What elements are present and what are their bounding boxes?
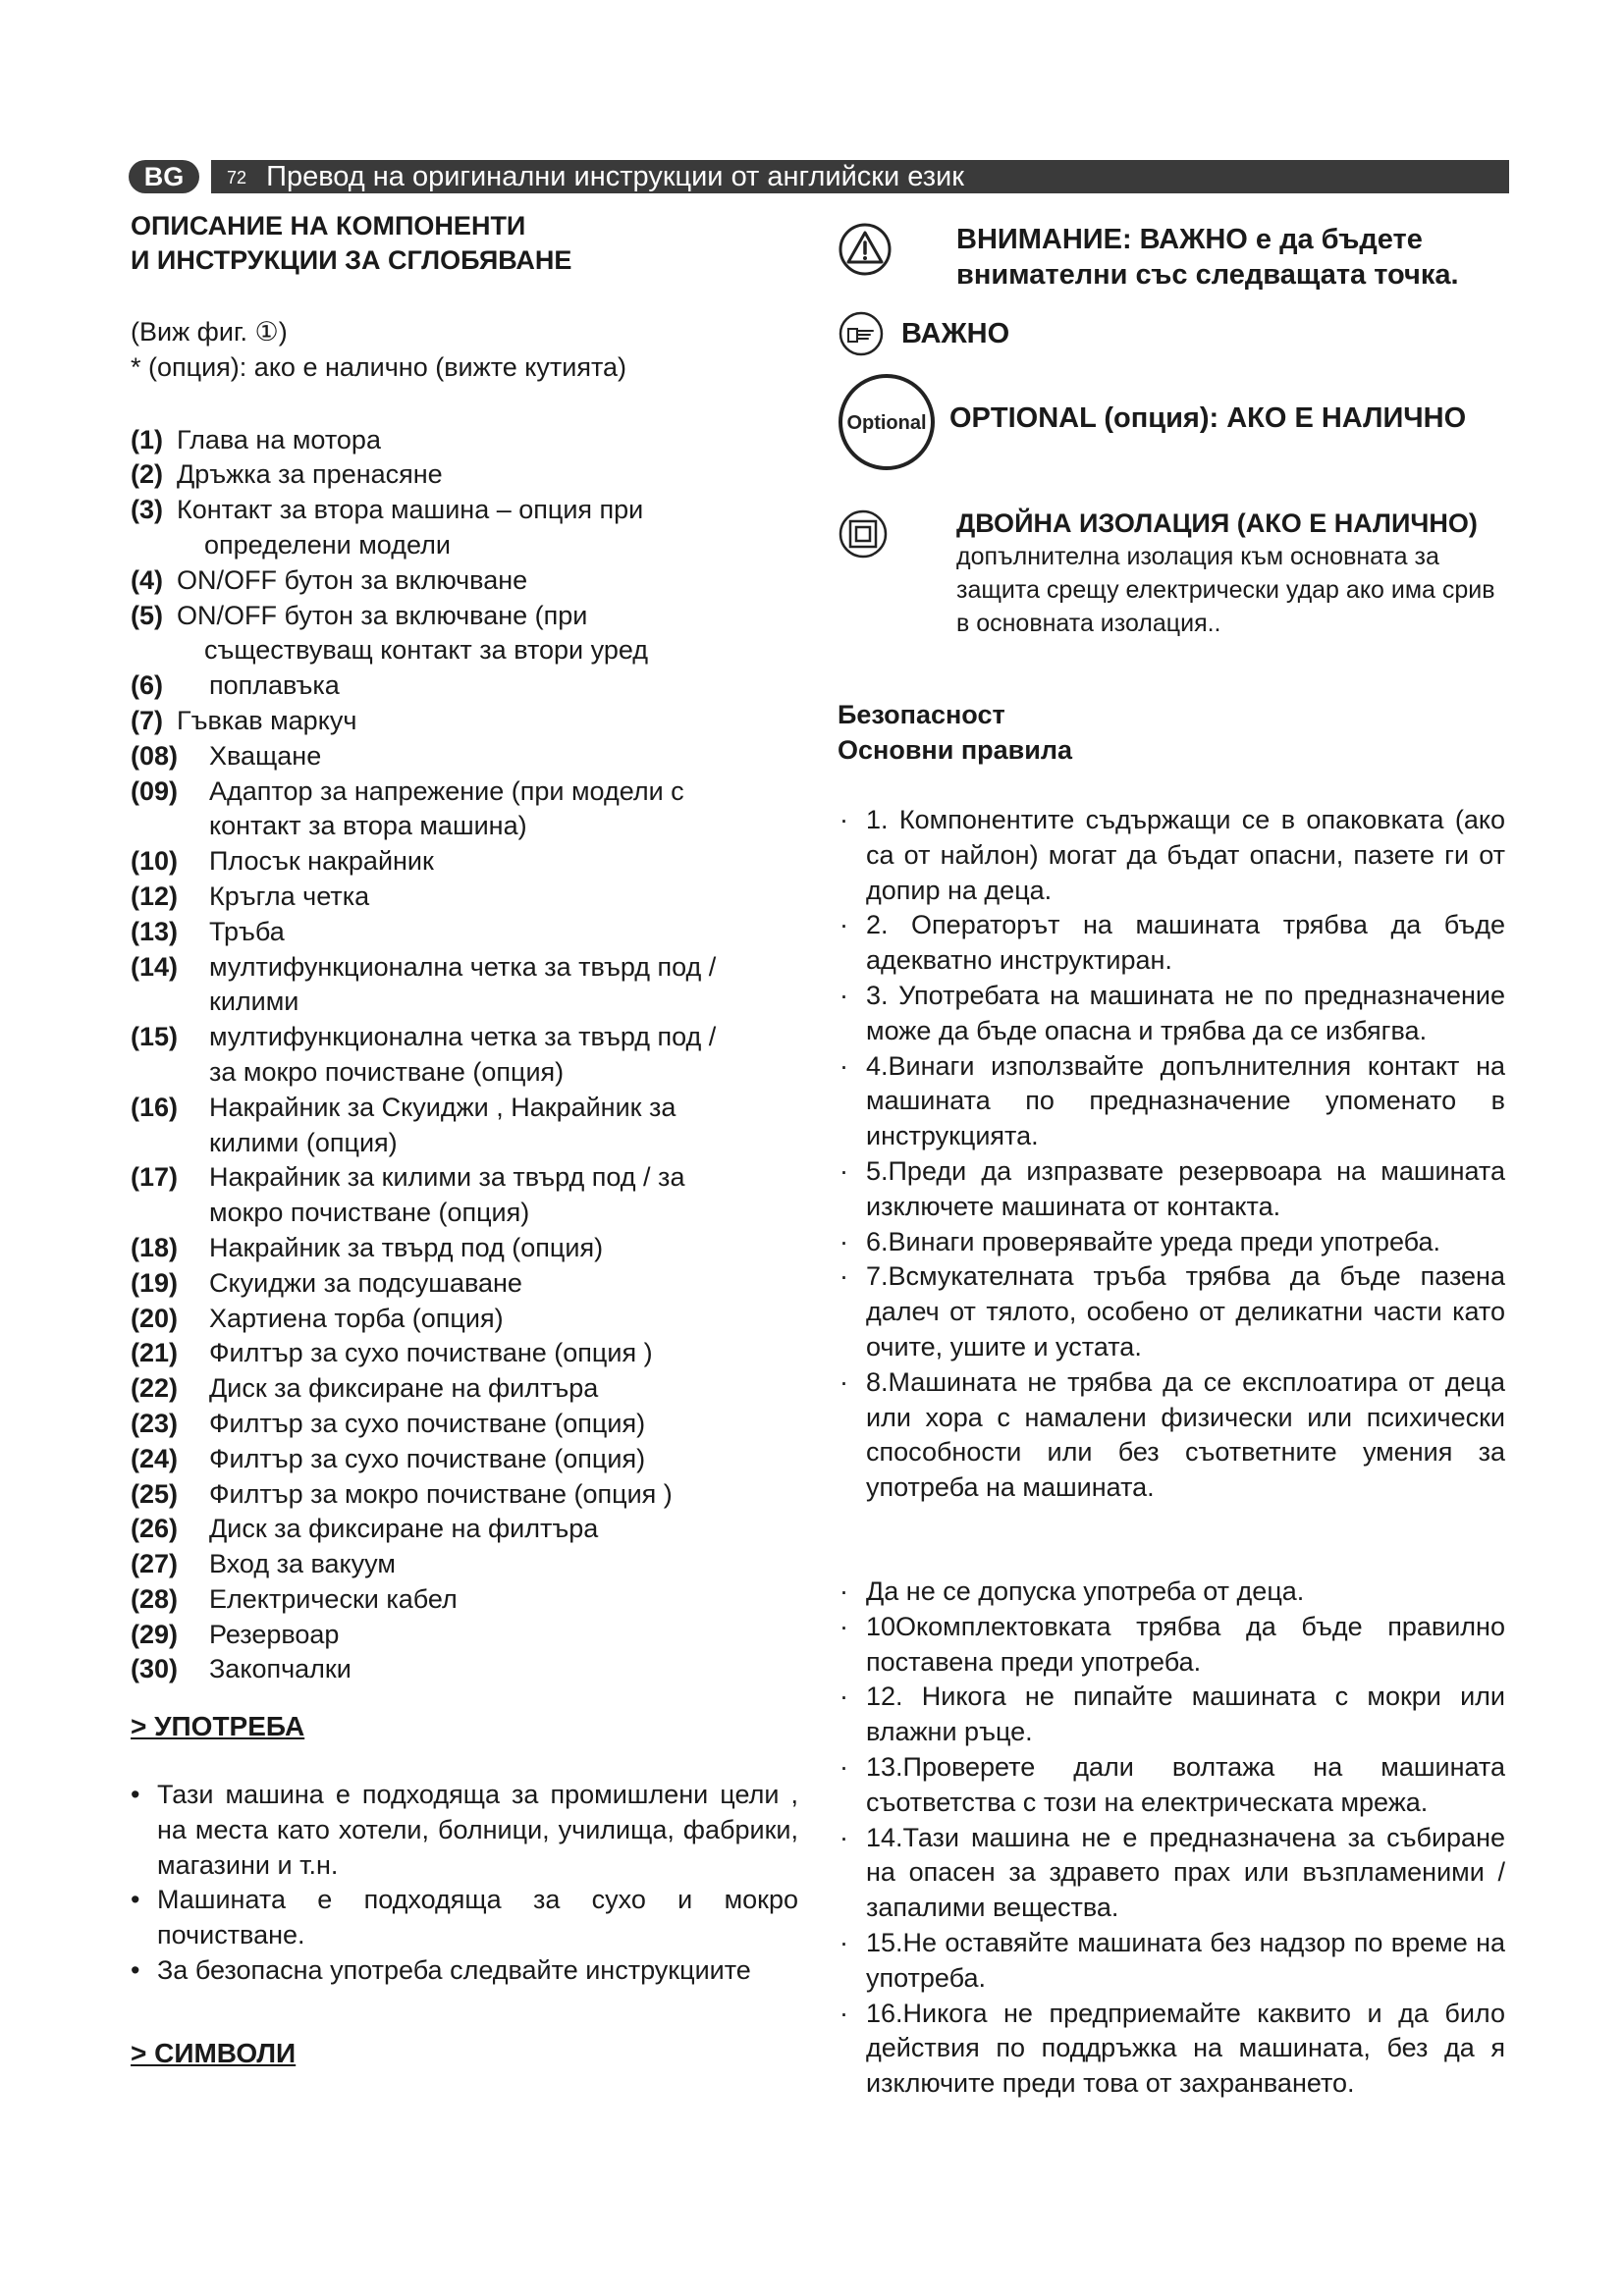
part-text: Филтър за мокро почистване (опция ) xyxy=(209,1478,673,1509)
header-bar xyxy=(211,160,1509,193)
part-text: мултифункционална четка за твърд под / xyxy=(209,951,717,982)
part-text: Филтър за сухо почистване (опция) xyxy=(209,1443,646,1473)
part-text: Диск за фиксиране на филтъра xyxy=(209,1373,599,1404)
warning-text xyxy=(956,222,1505,293)
part-item xyxy=(131,1477,798,1513)
part-number: (21) xyxy=(131,1338,179,1368)
part-number: (30) xyxy=(131,1654,179,1684)
part-text: ON/OFF бутон за включване (при xyxy=(177,600,588,630)
safety-rule: · 16.Никога не предприемайте каквито и да било действия по поддръжка на машината, без да я изключите преди това от захранването. xyxy=(838,1997,1505,2102)
safety-title-line: Безопасност xyxy=(838,700,1005,729)
part-item xyxy=(131,950,798,1021)
part-number: (26) xyxy=(131,1514,179,1544)
part-text: Гъвкав маркуч xyxy=(177,705,357,735)
part-item xyxy=(131,1547,798,1582)
safety-rule: · 2. Операторът на машината трябва да бъде адекватно инструктиран. xyxy=(838,908,1505,979)
usage-item: • Машината е подходяща за сухо и мокро почистване. xyxy=(131,1883,798,1953)
safety-rule: · Да не се допуска употреба от деца. xyxy=(838,1575,1505,1610)
part-text: Скуиджи за подсушаване xyxy=(209,1267,522,1298)
part-item xyxy=(131,1618,798,1653)
part-text-continued: определени модели xyxy=(204,529,451,560)
symbols-heading: > СИМВОЛИ xyxy=(131,2037,297,2068)
optional-text: OPTIONAL (опция): АКО Е НАЛИЧНО xyxy=(949,402,1467,434)
part-number: (25) xyxy=(131,1478,179,1509)
section-title-line: ОПИСАНИЕ НА КОМПОНЕНТИ xyxy=(131,211,526,240)
part-item xyxy=(131,1442,798,1477)
usage-item: • Тази машина е подходяща за промишлени цели , на места като хотели, болници, училища, фабрики, магазини и т.н. xyxy=(131,1778,798,1883)
usage-item: • За безопасна употреба следвайте инструкциите xyxy=(131,1953,798,1989)
part-text: Контакт за втора машина – опция при xyxy=(177,495,644,525)
warning-symbol-row xyxy=(838,222,1505,302)
part-number: (16) xyxy=(131,1092,179,1122)
part-item xyxy=(131,1266,798,1302)
part-item xyxy=(131,1020,798,1091)
part-number: (24) xyxy=(131,1443,179,1473)
double-insulation-description: допълнителна изолация към основната за защита срещу електрически удар ако има срив в основната изолация.. xyxy=(956,543,1495,637)
safety-rule: · 7.Всмукателната тръба трябва да бъде пазена далеч от тялото, особено от деликатни части като очите, ушите и устата. xyxy=(838,1259,1505,1364)
safety-rule: · 1. Компонентите съдържащи се в опаковката (ако са от найлон) могат да бъдат опасни, пазете ги от допир на деца. xyxy=(838,803,1505,908)
part-text-continued: килими xyxy=(209,987,299,1017)
part-text: Накрайник за твърд под (опция) xyxy=(209,1232,604,1262)
part-item xyxy=(131,704,798,739)
safety-rule: · 6.Винаги проверявайте уреда преди употреба. xyxy=(838,1225,1505,1260)
safety-rule: · 8.Машината не трябва да се експлоатира от деца или хора с намалени физически или психически способности или без съответните умения за употреба на машината. xyxy=(838,1365,1505,1506)
part-text: ON/OFF бутон за включване xyxy=(177,564,528,595)
language-badge: BG xyxy=(129,160,199,193)
part-number: (18) xyxy=(131,1232,179,1262)
part-text: Кръгла четка xyxy=(209,881,370,911)
part-item xyxy=(131,1091,798,1161)
part-item xyxy=(131,668,798,704)
page-number: 72 xyxy=(227,168,247,187)
part-text: Филтър за сухо почистване (опция ) xyxy=(209,1338,653,1368)
section-title-line: И ИНСТРУКЦИИ ЗА СГЛОБЯВАНЕ xyxy=(131,245,572,275)
part-text: Адаптор за напрежение (при модели с xyxy=(209,775,684,806)
part-item xyxy=(131,423,798,458)
part-text-continued: контакт за втора машина) xyxy=(209,811,527,841)
part-number: (4) xyxy=(131,564,163,595)
part-text: Електрически кабел xyxy=(209,1583,458,1614)
usage-heading: > УПОТРЕБА xyxy=(131,1711,305,1742)
safety-rules-list-continued xyxy=(838,1575,1505,2102)
part-text: Накрайник за Скуиджи , Накрайник за xyxy=(209,1092,677,1122)
part-text: Глава на мотора xyxy=(177,424,381,454)
safety-rule: · 15.Не оставяйте машината без надзор по време на употреба. xyxy=(838,1926,1505,1997)
part-item xyxy=(131,599,798,669)
part-text: поплавъка xyxy=(209,670,340,701)
part-item xyxy=(131,1160,798,1231)
page-header xyxy=(129,160,1509,193)
safety-rules-list xyxy=(838,803,1505,1506)
part-number: (22) xyxy=(131,1373,179,1404)
part-number: (19) xyxy=(131,1267,179,1298)
part-text: Плосък накрайник xyxy=(209,846,434,877)
part-item xyxy=(131,739,798,774)
safety-rule: · 13.Проверете дали волтажа на машината съответства с този на електрическата мрежа. xyxy=(838,1750,1505,1821)
part-text: мултифункционална четка за твърд под / xyxy=(209,1022,717,1052)
section-title xyxy=(131,209,798,278)
part-text: Хващане xyxy=(209,740,322,771)
optional-badge-icon xyxy=(838,373,936,471)
see-figure-note: (Виж фиг. ①) xyxy=(131,317,288,347)
safety-rule: · 5.Преди да изпразвате резервоара на машината изключете машината от контакта. xyxy=(838,1154,1505,1225)
double-insulation-title: ДВОЙНА ИЗОЛАЦИЯ (АКО Е НАЛИЧНО) xyxy=(956,508,1478,538)
part-number: (2) xyxy=(131,459,163,490)
part-item xyxy=(131,493,798,563)
part-text-continued: за мокро почистване (опция) xyxy=(209,1056,565,1087)
header-title: Превод на оригинални инструкции от английски език xyxy=(266,161,964,192)
safety-rule: · 10Окомплектовката трябва да бъде правилно поставена преди употреба. xyxy=(838,1610,1505,1681)
safety-title xyxy=(838,697,1505,768)
part-text: Диск за фиксиране на филтъра xyxy=(209,1514,599,1544)
part-item xyxy=(131,1302,798,1337)
part-text: Закопчалки xyxy=(209,1654,352,1684)
part-text: Дръжка за пренасяне xyxy=(177,459,443,490)
part-number: (12) xyxy=(131,881,179,911)
pointing-hand-icon xyxy=(838,310,885,357)
part-item xyxy=(131,774,798,845)
part-number: (17) xyxy=(131,1162,179,1193)
part-number: (29) xyxy=(131,1619,179,1649)
safety-rule: · 12. Никога не пипайте машината с мокри или влажни ръце. xyxy=(838,1680,1505,1750)
part-number: (27) xyxy=(131,1549,179,1579)
part-text: Хартиена торба (опция) xyxy=(209,1303,504,1333)
parts-list xyxy=(131,423,798,1688)
part-item xyxy=(131,1336,798,1371)
part-number: (23) xyxy=(131,1408,179,1438)
optional-badge-label: Optional xyxy=(846,412,927,434)
part-number: (08) xyxy=(131,740,179,771)
important-text: ВАЖНО xyxy=(901,318,1010,349)
part-item xyxy=(131,1512,798,1547)
part-number: (20) xyxy=(131,1303,179,1333)
part-item xyxy=(131,1652,798,1687)
warning-triangle-icon xyxy=(838,222,893,277)
part-text: Резервоар xyxy=(209,1619,340,1649)
part-text-continued: съществуващ контакт за втори уред xyxy=(204,635,649,666)
left-column xyxy=(131,209,798,2071)
part-item xyxy=(131,563,798,599)
safety-rule: · 3. Употребата на машината не по предназначение може да бъде опасна и трябва да се избягва. xyxy=(838,979,1505,1049)
part-text: Тръба xyxy=(209,916,285,946)
part-number: (10) xyxy=(131,846,179,877)
usage-list xyxy=(131,1778,798,1989)
warning-text-line: ВНИМАНИЕ: ВАЖНО е да бъдете xyxy=(956,224,1423,255)
part-item xyxy=(131,1582,798,1618)
part-number: (3) xyxy=(131,495,163,525)
right-column xyxy=(838,222,1505,2102)
warning-text-line: внимателни със следващата точка. xyxy=(956,259,1459,291)
part-number: (14) xyxy=(131,951,179,982)
part-number: (09) xyxy=(131,775,179,806)
part-text-continued: мокро почистване (опция) xyxy=(209,1198,530,1228)
part-number: (7) xyxy=(131,705,163,735)
double-insulation-icon xyxy=(838,508,889,560)
part-text-continued: килими (опция) xyxy=(209,1127,398,1157)
safety-rule: · 4.Винаги използвайте допълнителния контакт на машината по предназначение упоменато в инструкцията. xyxy=(838,1049,1505,1154)
part-item xyxy=(131,1371,798,1407)
part-item xyxy=(131,844,798,880)
optional-symbol-row xyxy=(838,373,1505,481)
part-number: (6) xyxy=(131,670,163,701)
part-text: Накрайник за килими за твърд под / за xyxy=(209,1162,685,1193)
part-text: Вход за вакуум xyxy=(209,1549,396,1579)
important-symbol-row xyxy=(838,312,1505,361)
part-item xyxy=(131,880,798,915)
part-text: Филтър за сухо почистване (опция) xyxy=(209,1408,646,1438)
part-item xyxy=(131,915,798,950)
safety-rule: · 14.Тази машина не е предназначена за събиране на опасен за здравето прах или възпламеними / запалими вещества. xyxy=(838,1821,1505,1926)
part-number: (13) xyxy=(131,916,179,946)
optional-note: * (опция): ако е налично (вижте кутията) xyxy=(131,351,627,382)
part-number: (1) xyxy=(131,424,163,454)
part-item xyxy=(131,457,798,493)
part-item xyxy=(131,1231,798,1266)
part-item xyxy=(131,1407,798,1442)
part-number: (5) xyxy=(131,600,163,630)
double-insulation-row xyxy=(838,507,1505,640)
part-number: (28) xyxy=(131,1583,179,1614)
part-number: (15) xyxy=(131,1022,179,1052)
safety-subtitle: Основни правила xyxy=(838,735,1073,765)
